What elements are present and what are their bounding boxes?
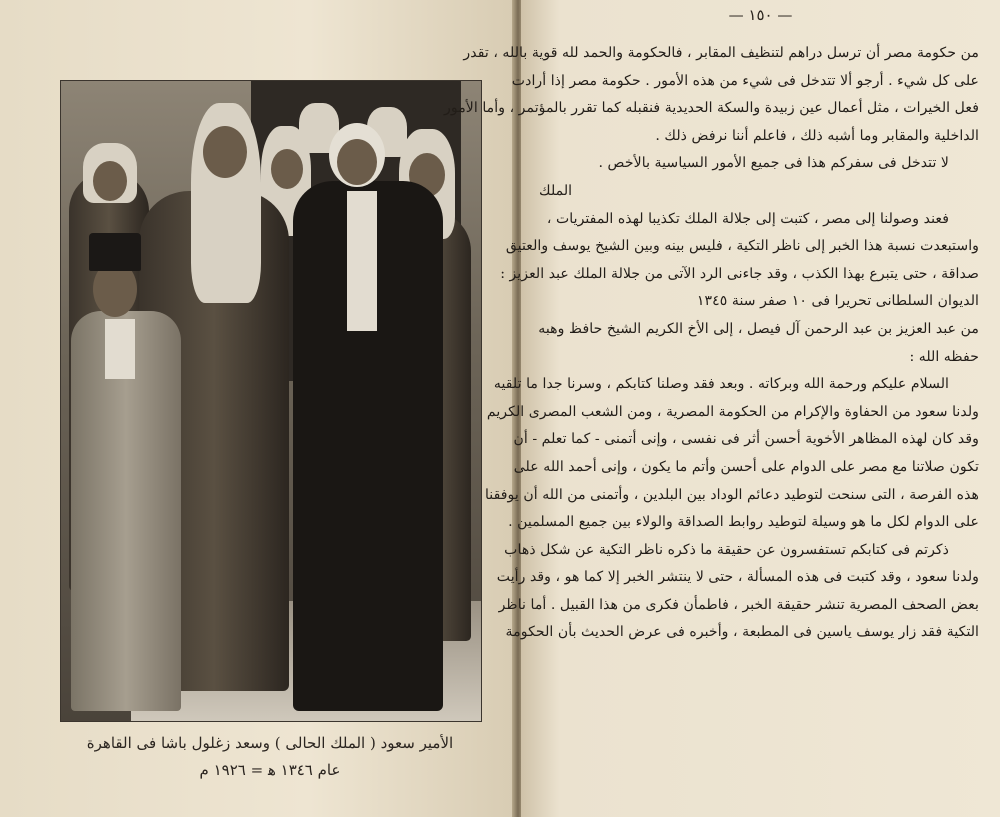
caption-line-1: الأمير سعود ( الملك الحالى ) وسعد زغلول باشا فى القاهرة <box>86 734 454 752</box>
text-line: الديوان السلطانى تحريرا فى ١٠ صفر سنة ١٣٤٥ <box>696 293 979 310</box>
text-line: فعل الخيرات ، مثل أعمال عين زبيدة والسكة الحديدية فنقبله كما تقرر بالمؤتمر ، وأما الأمور <box>444 100 979 117</box>
text-line: لا تتدخل فى سفركم هذا فى جميع الأمور السياسية بالأخص . <box>598 155 949 172</box>
text-line: واستبعدت نسبة هذا الخبر إلى ناظر التكية ، فليس بينه وبين الشيخ يوسف والعتيق <box>505 238 979 255</box>
text-line: فعند وصولنا إلى مصر ، كتبت إلى جلالة الملك تكذيبا لهذه المفتريات ، <box>546 210 949 227</box>
page-number: — ١٥٠ — <box>728 6 793 24</box>
text-line: ولدنا سعود ، وقد كتبت فى هذه المسألة ، حتى لا ينتشر الخبر إلا كما هو ، وقد رأيت <box>496 569 979 586</box>
text-line: حفظه الله : <box>909 348 979 365</box>
text-line: على الدوام لكل ما هو وسيلة لتوطيد روابط الصداقة والولاء بين جميع المسلمين . <box>508 514 979 531</box>
figure-elder-shirt <box>347 191 377 331</box>
figure-fez-man-shirt <box>105 319 135 379</box>
text-line: من عبد العزيز بن عبد الرحمن آل فيصل ، إلى الأخ الكريم الشيخ حافظ وهبه <box>538 320 979 337</box>
text-line: من حكومة مصر أن ترسل دراهم لتنظيف المقابر ، فالحكومة والحمد لله قوية بالله ، تقدر <box>463 45 979 61</box>
right-page <box>444 0 1000 817</box>
photograph <box>60 80 482 722</box>
text-line: السلام عليكم ورحمة الله وبركاته . وبعد فقد وصلنا كتابكم ، وسرنا جدا ما تلقيه <box>493 376 949 393</box>
figure-fez-man-fez <box>89 233 141 271</box>
figure-left-back-face <box>93 161 127 201</box>
caption-line-2: عام ١٣٤٦ ﻫ = ١٩٢٦ م <box>199 761 341 779</box>
text-line: بعض الصحف المصرية تنشر حقيقة الخبر ، فاطمأن فكرى من هذا القبيل . أما ناظر <box>498 596 979 613</box>
body-text <box>444 40 979 647</box>
figure-elder-face <box>337 139 377 185</box>
figure-prince-face <box>203 126 247 178</box>
photo-caption <box>60 730 480 784</box>
text-line: على كل شيء . أرجو ألا تتدخل فى شيء من هذه الأمور . حكومة مصر إذا أرادت <box>511 72 979 89</box>
text-line: صداقة ، حتى يتبرع بهذا الكذب ، وقد جاءنى الرد الآتى من جلالة الملك عبد العزيز : <box>500 265 979 282</box>
text-line: تكون صلاتنا مع مصر على الدوام على أحسن وأتم ما يكون ، وإنى أحمد الله على <box>513 458 979 475</box>
figure-mid-back-face <box>271 149 303 189</box>
text-line: ولدنا سعود من الحفاوة والإكرام من الحكومة المصرية ، ومن الشعب المصرى الكريم <box>486 403 979 420</box>
text-line: الملك <box>539 182 573 199</box>
text-line: التكية فقد زار يوسف ياسين فى المطبعة ، وأخبره فى عرض الحديث بأن الحكومة <box>505 624 979 641</box>
text-line: هذه الفرصة ، التى سنحت لتوطيد دعائم الوداد بين البلدين ، وأتمنى من الله أن يوفقنا <box>484 486 979 503</box>
text-line: الداخلية والمقابر وما أشبه ذلك ، فاعلم أننا نرفض ذلك . <box>655 127 979 144</box>
text-line: وقد كان لهذه المظاهر الأخوية أحسن أثر فى نفسى ، وإنى أتمنى - كما تعلم - أن <box>513 431 979 448</box>
text-line: ذكرتم فى كتابكم تستفسرون عن حقيقة ما ذكره ناظر التكية عن شكل ذهاب <box>504 541 949 558</box>
